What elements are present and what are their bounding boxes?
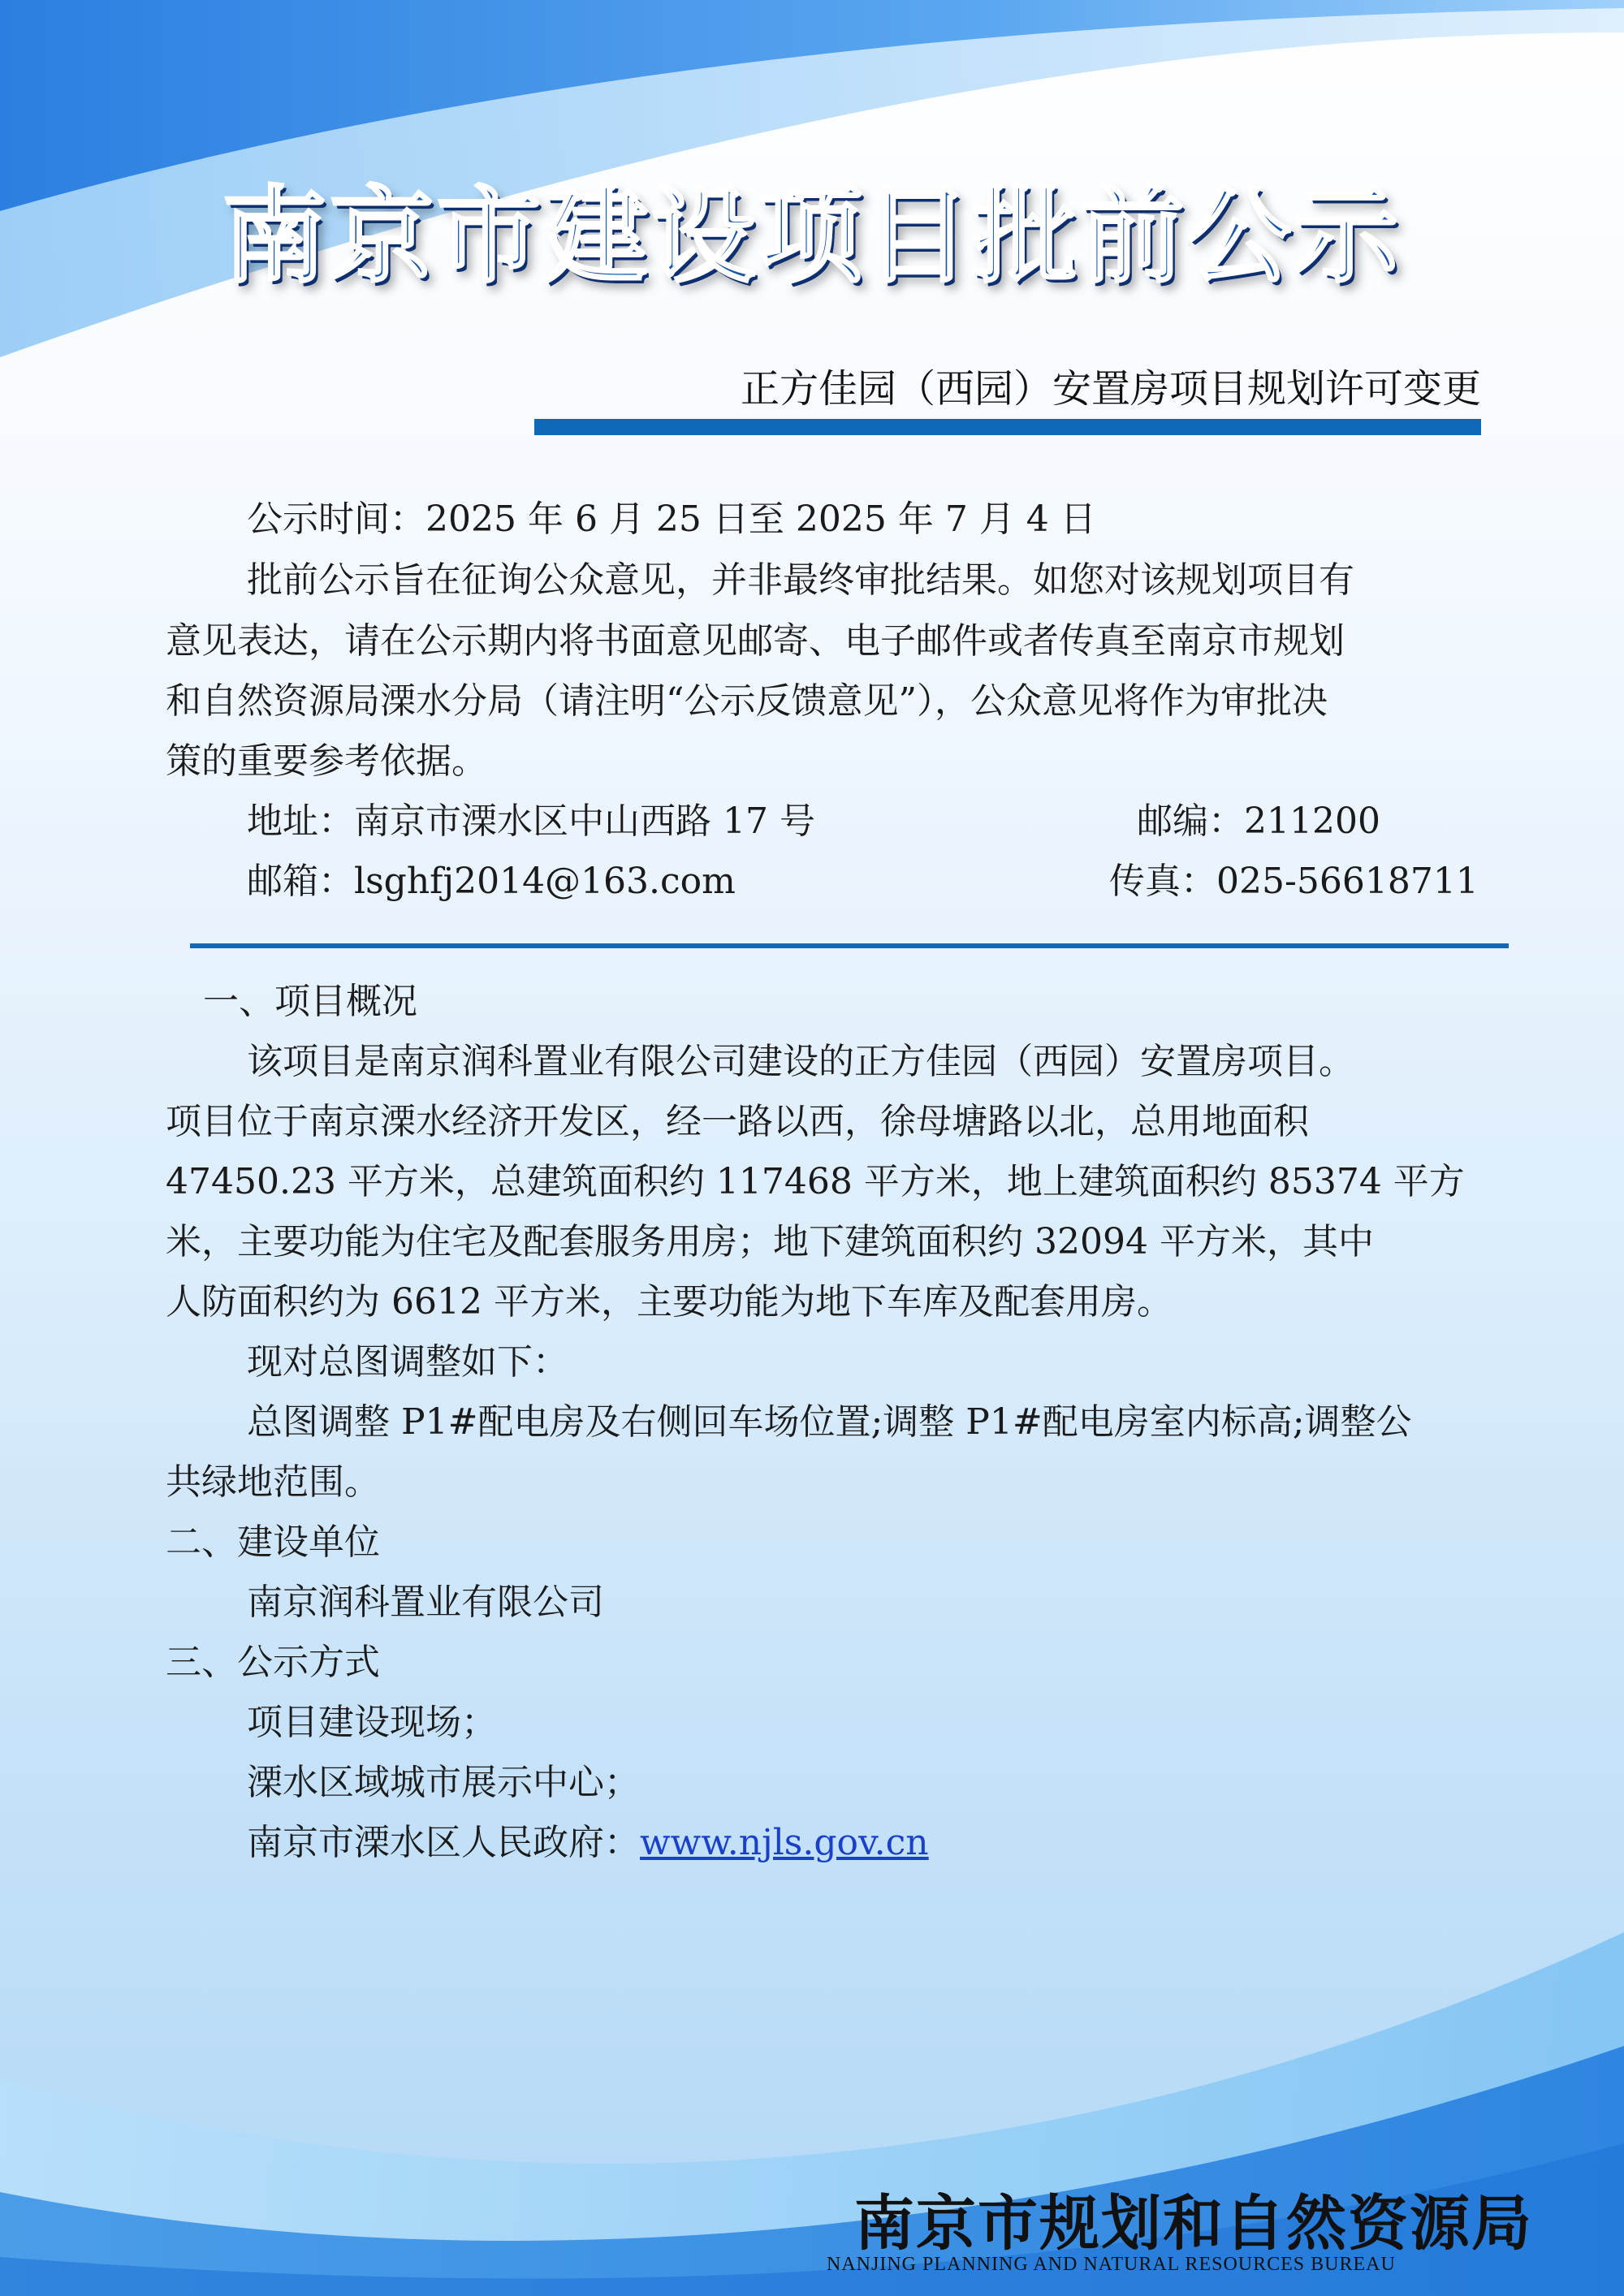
section1-body-line: 47450.23 平方米，总建筑面积约 117468 平方米，地上建筑面积约 85374 平方 — [166, 1161, 1465, 1202]
gov-label: 南京市溧水区人民政府： — [247, 1822, 640, 1863]
section1-heading: 一、项目概况 — [203, 981, 417, 1022]
section1-body-line: 项目位于南京溧水经济开发区，经一路以西，徐母塘路以北，总用地面积 — [166, 1101, 1309, 1142]
notice-intro-line: 意见表达，请在公示期内将书面意见邮寄、电子邮件或者传真至南京市规划 — [166, 620, 1345, 662]
publicity-item: 项目建设现场； — [247, 1702, 497, 1743]
contact-email: 邮箱：lsghfj2014@163.com — [247, 861, 736, 902]
contact-postcode: 邮编：211200 — [1137, 801, 1380, 842]
notice-period: 公示时间：2025 年 6 月 25 日至 2025 年 7 月 4 日 — [247, 498, 1096, 540]
publicity-item-gov — [247, 1819, 929, 1867]
notice-intro-line: 和自然资源局溧水分局（请注明“公示反馈意见”），公众意见将作为审批决 — [166, 680, 1328, 722]
adjust-line: 共绿地范围。 — [166, 1461, 380, 1503]
builder-company: 南京润科置业有限公司 — [247, 1582, 604, 1623]
adjust-intro: 现对总图调整如下： — [247, 1341, 568, 1383]
contact-fax: 传真：025-56618711 — [1109, 861, 1479, 902]
gov-website-link[interactable]: www.njls.gov.cn — [640, 1822, 929, 1863]
adjust-line: 总图调整 P1#配电房及右侧回车场位置;调整 P1#配电房室内标高;调整公 — [247, 1401, 1412, 1443]
section1-body-line: 该项目是南京润科置业有限公司建设的正方佳园（西园）安置房项目。 — [247, 1041, 1354, 1082]
publicity-item: 溧水区域城市展示中心； — [247, 1762, 640, 1803]
contact-address: 地址：南京市溧水区中山西路 17 号 — [247, 801, 815, 842]
section1-body-line: 米，主要功能为住宅及配套服务用房；地下建筑面积约 32094 平方米，其中 — [166, 1221, 1374, 1262]
subtitle-underline-bar — [534, 419, 1481, 435]
project-subtitle: 正方佳园（西园）安置房项目规划许可变更 — [740, 366, 1481, 412]
section2-heading: 二、建设单位 — [166, 1521, 380, 1563]
footer-org-name: 南京市规划和自然资源局 — [854, 2189, 1533, 2259]
notice-intro-line: 策的重要参考依据。 — [166, 740, 487, 782]
footer-org-name-en: NANJING PLANNING AND NATURAL RESOURCES BUREAU — [827, 2254, 1396, 2275]
page-title: 南京市建设项目批前公示 — [222, 176, 1402, 297]
section1-body-line: 人防面积约为 6612 平方米，主要功能为地下车库及配套用房。 — [166, 1281, 1173, 1323]
section-divider — [190, 943, 1509, 948]
notice-intro-line: 批前公示旨在征询公众意见，并非最终审批结果。如您对该规划项目有 — [247, 559, 1354, 601]
section3-heading: 三、公示方式 — [166, 1642, 380, 1683]
